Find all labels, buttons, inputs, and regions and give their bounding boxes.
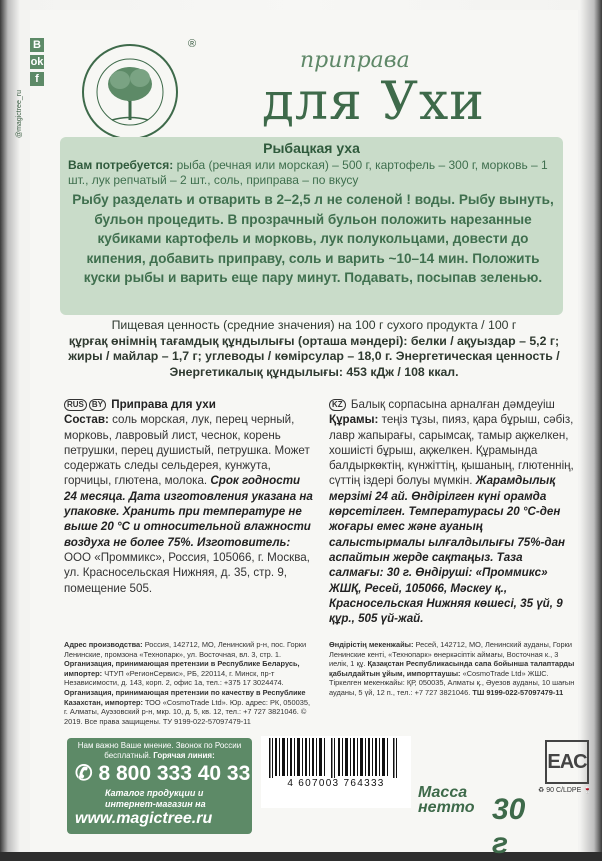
- weight-label-1: Масса: [418, 784, 468, 801]
- nutrition-line-2: құрғақ өнімнің тағамдық құндылығы (орташа мәндері): белки / ақуыздар – 5,2 г; жиры / майлар – 1,7 г; углеводы / көмірсулар – 18,0 г. Энергетическая ценность / Энергетикалық құндылығы: 453 кДж / 108 ккал.: [68, 333, 560, 379]
- label-panel: [16, 10, 592, 860]
- russian-description: [64, 397, 314, 596]
- kz-maker: «Проммикс» ЖШҚ, Ресей, 105066, Мәскеу қ., Красносельская Нижняя көшесі, 35 үй, 9 құр., 505 үй-жай.: [329, 566, 563, 626]
- facebook-icon: f: [30, 72, 44, 86]
- ru-composition: соль морская, лук, перец черный, морковь, лавровый лист, чеснок, корень петрушки, перец душистый, петрушка. Может содержать следы сельдерея, кунжута, горчицы, глютена, молока.: [64, 413, 310, 488]
- kz-importer-label: Организация, принимающая претензии по качеству в Республике Казахстан, импортер:: [64, 687, 306, 707]
- kz-claims: «CosmoTrade Ltd» ЖШС. Тіркелген мекенжайы: ҚР, 050035, Алматы қ., Әуезов ауданы, 10 шағын ауданы, 5 үй, 12 п., тел.: +7 727 3821046.: [329, 668, 575, 697]
- kz-address-label: Өндірістің мекенжайы:: [329, 640, 414, 649]
- phone-number: 8 800 333 40 33: [98, 762, 251, 785]
- recycle-mark: [538, 786, 598, 794]
- ru-composition-label: Состав:: [64, 413, 109, 427]
- ru-heading: Приправа для ухи: [111, 398, 216, 411]
- kz-composition-label: Құрамы:: [329, 413, 379, 427]
- social-icons: [30, 38, 46, 89]
- kz-tu: ТШ 9199-022-57097479-11: [472, 687, 564, 697]
- kz-composition: теңіз тұзы, пияз, қара бұрыш, сәбіз, лавр жапырағы, сарымсақ, тамыр ақжелкен, хошиісті бұрыш, ақжелкен. Құрамында балдыркөктің, күнжіттің, қышаның, глютеннің, сүттің іздері болуы мүмкін.: [329, 413, 574, 488]
- barcode-number: 4 607003 764333: [261, 778, 411, 790]
- ru-storage: Срок годности 24 месяца. Дата изготовления указана на упаковке. Хранить при температуре не выше 20 °С и относительной влажности воздуха не более 75%. Изготовитель:: [64, 474, 313, 549]
- recipe-title: Рыбацкая уха: [263, 140, 360, 156]
- ru-address: Россия, 142712, МО, Ленинский р-н, пос. Горки Ленинские, промзона «Технопарк», ул. Восточная, вл. 3, стр. 1.: [64, 640, 307, 659]
- website-url: www.magictree.ru: [75, 810, 213, 827]
- rus-badge: RUS: [64, 399, 87, 411]
- kz-address: Ресей, 142712, МО, Ленинский ауданы, Горки Ленинские кенті, «Технопарк» өнеркәсіптік аймағы, Восточная к., 3 иелік, 1 құ.: [329, 640, 573, 669]
- kazakh-description: [329, 397, 579, 626]
- barcode: [261, 736, 411, 808]
- catalog-text: Каталог продукции и интернет-магазин на: [105, 788, 206, 809]
- nutrition-facts: [64, 318, 564, 380]
- nutrition-line-1: Пищевая ценность (средние значения) на 100 г сухого продукта / 100 г: [111, 318, 517, 332]
- hotline-note-text: Нам важно Ваше мнение. Звонок по России бесплатный.: [77, 741, 242, 760]
- recycle-code: 90 C/LDPE: [546, 787, 582, 794]
- registered-mark: ®: [188, 38, 197, 50]
- kz-badge: KZ: [329, 399, 346, 411]
- net-weight: [418, 784, 538, 860]
- hotline-box: [67, 738, 252, 834]
- eac-mark: EAC: [545, 740, 589, 784]
- social-handle: @magictree_ru: [16, 90, 23, 138]
- ru-address-label: Адрес производства:: [64, 640, 143, 649]
- by-importer-label: Организация, принимающая претензии в Республике Беларусь, импортер:: [64, 659, 300, 678]
- weight-label-2: нетто: [418, 799, 475, 816]
- glass-fork-icon: 🍷: [583, 787, 592, 794]
- kz-claims-label: Қазақстан Республикасында сапа бойынша талаптарды қабылдайтын ұйым, импорттаушы:: [329, 659, 575, 678]
- odnoklassniki-icon: ok: [30, 56, 44, 68]
- kz-importer: ТОО «CosmoTrade Ltd». Юр. адрес: РК, 050035, г. Алматы, Ауэзовский р-н, мкр. 10, д. 5, кв. 12, тел.: +7 727 3821046. © 2019. Все права защищены. ТУ 9199-022-57097479-11: [64, 697, 311, 726]
- kz-heading: Балық сорпасына арналған дәмдеуіш: [350, 398, 555, 411]
- kz-storage: Жарамдылық мерзімі 24 ай. Өндірілген күні орамда көрсетілген. Температурасы 20 °С-ден жоғары емес және ауаның салыстырмалы ылғалдылығы 75%-дан аспайтын жерде сақтаңыз. Таза салмағы: 30 г. Өндіруші:: [329, 474, 566, 580]
- recipe-steps: Рыбу разделать и отварить в 2–2,5 л не соленой ! воды. Рыбу вынуть, бульон процедить. В прозрачный бульон положить нарезанные кубиками картофель и морковь, лук полукольцами, довести до кипения, добавить приправу, соль и варить ~10–14 мин. Положить куски рыбы и варить еще пару минут. Подавать, посыпав зеленью.: [72, 192, 554, 285]
- ru-maker: ООО «Проммикс», Россия, 105066, г. Москва, ул. Красносельская Нижняя, д. 35, стр. 9, помещение 505.: [64, 550, 310, 595]
- product-title: для Ухи: [262, 72, 485, 132]
- barcode-bars: [261, 736, 411, 780]
- vk-icon: B: [30, 38, 44, 52]
- recipe-ingredients: [68, 158, 558, 188]
- hotline-label: Горячая линия:: [153, 750, 215, 760]
- recipe-box: [60, 137, 563, 315]
- hotline-phone: [75, 761, 250, 786]
- kz-legal-text: [329, 640, 579, 698]
- phone-icon: ✆: [75, 762, 93, 785]
- product-subtitle: приправа: [300, 48, 410, 73]
- by-badge: BY: [89, 399, 106, 411]
- weight-value: 30 г: [492, 793, 526, 860]
- ingredients-label: Вам потребуется:: [68, 158, 174, 172]
- by-importer: ЧТУП «РегионСервис», РБ, 220114, г. Минск, пр-т Независимости, д. 143, корп. 2, офис 1а, тел.: +375 17 3024474.: [64, 668, 284, 688]
- hotline-note: [67, 741, 252, 760]
- ru-legal-text: [64, 640, 314, 726]
- ingredients-text: рыба (речная или морская) – 500 г, картофель – 300 г, морковь – 1 шт., лук репчатый – 2 шт., соль, приправа – по вкусу: [68, 158, 548, 187]
- recycle-icon: ♻: [538, 787, 545, 794]
- brand-logo: [80, 42, 180, 142]
